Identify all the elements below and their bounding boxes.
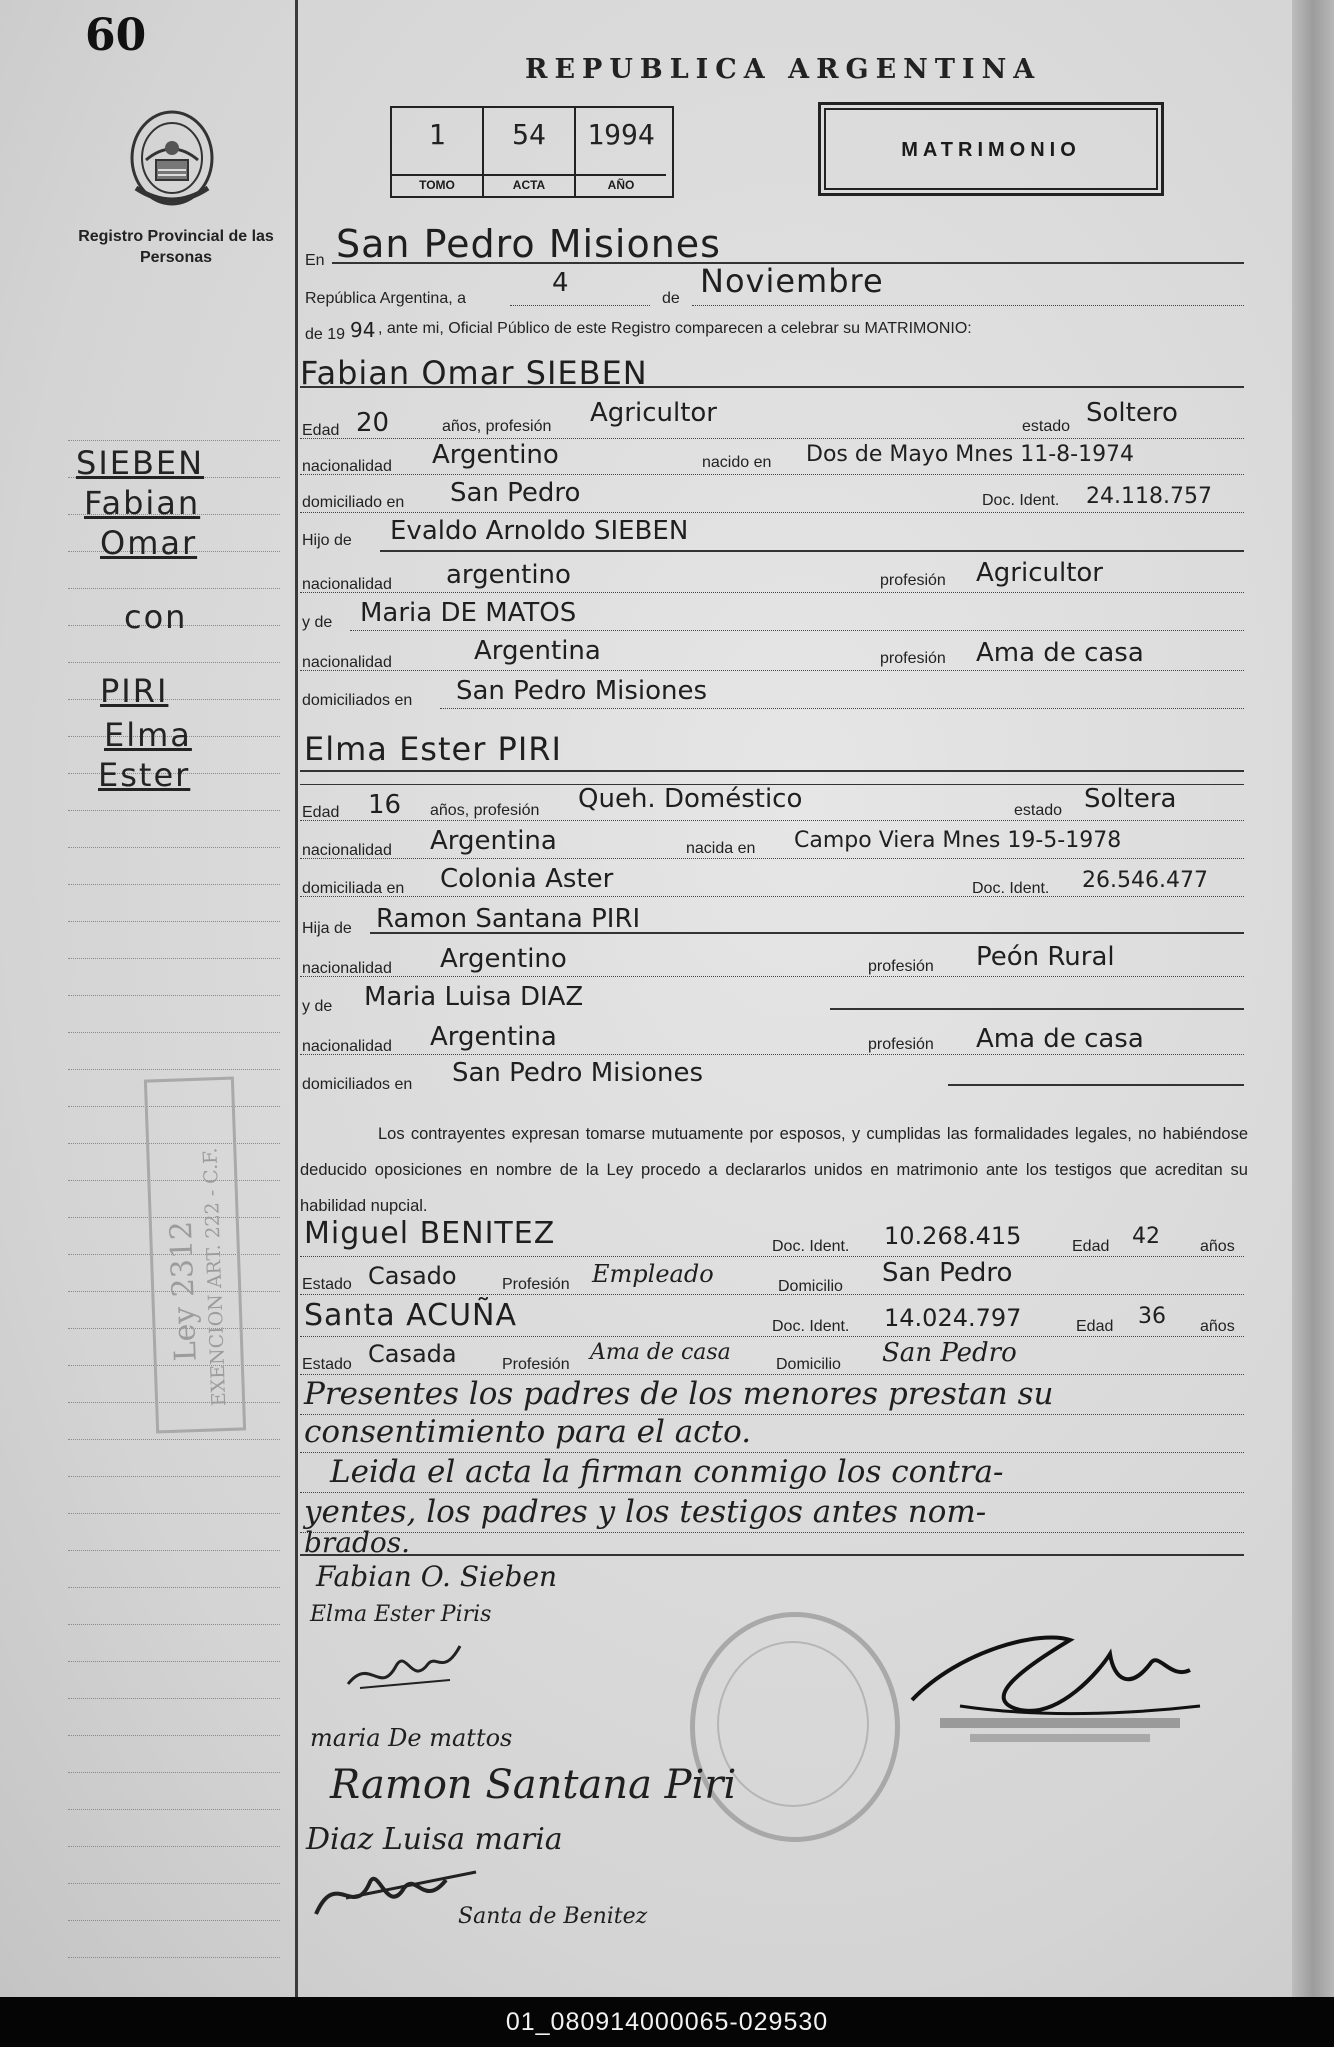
margin-note-name2: Omar: [100, 524, 198, 562]
witness2-estado-label: Estado: [302, 1356, 352, 1373]
bride-estado: Soltera: [1084, 784, 1177, 814]
signature-official-icon: [900, 1610, 1220, 1750]
line-bride-1: [300, 820, 1244, 821]
bride-dom-label: domiciliada en: [302, 880, 405, 897]
declaration-text: Los contrayentes expresan tomarse mutuamente por esposos, y cumplidas las formalidades legales, no habiéndose deducido oposiciones en nombre de la Ley procedo a declararlos unidos en matrimonio ante los testigos que acreditan su habilidad nupcial.: [300, 1125, 1248, 1215]
line-bride-7: [300, 1054, 1244, 1055]
place-value: San Pedro Misiones: [336, 222, 721, 266]
groom-nacido-label: nacido en: [702, 454, 772, 471]
margin-ruled-line: [68, 1846, 280, 1847]
margin-ruled-line: [68, 1069, 280, 1070]
anio-label: AÑO: [576, 174, 666, 192]
line-month: [692, 305, 1244, 306]
groom-padre: Evaldo Arnoldo SIEBEN: [390, 516, 689, 546]
bride-doc-label: Doc. Ident.: [972, 880, 1050, 897]
note-line-4: yentes, los padres y los testigos antes nom-: [304, 1494, 987, 1530]
signature-bride: Elma Ester Piris: [310, 1602, 492, 1627]
margin-ruled-line: [68, 1513, 280, 1514]
groom-edad: 20: [356, 408, 390, 438]
groom-madre-prof: Ama de casa: [976, 638, 1144, 668]
bride-estado-label: estado: [1014, 802, 1063, 819]
signature-bride-father: Ramon Santana Piri: [330, 1762, 737, 1808]
margin-ruled-line: [68, 588, 280, 589]
signature-groom-mother: maria De mattos: [310, 1724, 513, 1752]
margin-ruled-line: [68, 440, 280, 441]
bride-madre-label: y de: [302, 998, 333, 1015]
groom-profesion-label: años, profesión: [442, 418, 552, 435]
margin-ruled-line: [68, 810, 280, 811]
witness1-dom: San Pedro: [882, 1258, 1013, 1288]
groom-padre-nac-label: nacionalidad: [302, 576, 392, 593]
bride-nacida: Campo Viera Mnes 19-5-1978: [794, 828, 1122, 853]
witness2-doc-label: Doc. Ident.: [772, 1318, 850, 1335]
bride-profesion-label: años, profesión: [430, 802, 540, 819]
republica-label: República Argentina, a: [305, 290, 466, 307]
bride-padre-nac: Argentino: [440, 944, 567, 974]
margin-ruled-line: [68, 1772, 280, 1773]
line-day: [510, 305, 650, 306]
bride-madre-prof-label: profesión: [868, 1036, 934, 1053]
line-note-3: [300, 1492, 1244, 1493]
margin-ruled-line: [68, 1661, 280, 1662]
margin-note-name1: Fabian: [84, 484, 201, 522]
margin-ruled-line: [68, 1624, 280, 1625]
groom-padre-nac: argentino: [446, 560, 571, 590]
margin-ruled-line: [68, 1735, 280, 1736]
groom-nacionalidad: Argentino: [432, 440, 559, 470]
margin-ruled-line: [68, 1698, 280, 1699]
margin-note-surname: SIEBEN: [76, 444, 205, 482]
groom-dom-label: domiciliado en: [302, 494, 405, 511]
witness2-dom-label: Domicilio: [776, 1356, 841, 1373]
bride-padre-nac-label: nacionalidad: [302, 960, 392, 977]
witness1-doc-label: Doc. Ident.: [772, 1238, 850, 1255]
groom-nacido: Dos de Mayo Mnes 11-8-1974: [806, 442, 1135, 467]
bride-nacionalidad: Argentina: [430, 826, 557, 856]
margin-ruled-line: [68, 921, 280, 922]
bride-hija-label: Hija de: [302, 920, 352, 937]
groom-hijo-label: Hijo de: [302, 532, 352, 549]
line-groom-3: [300, 512, 1244, 513]
witness1-anios-label: años: [1200, 1238, 1235, 1255]
margin-ruled-line: [68, 1957, 280, 1958]
folio-number: 60: [85, 10, 147, 61]
signature-scribble-icon: [340, 1636, 470, 1696]
tomo-label: TOMO: [392, 174, 482, 192]
witness1-prof-label: Profesión: [502, 1276, 570, 1293]
acta-value: 54: [512, 118, 546, 151]
anio-value: 1994: [587, 118, 655, 151]
line-bride-6: [830, 1008, 1244, 1010]
line-bride-5: [300, 976, 1244, 977]
margin-ruled-line: [68, 884, 280, 885]
groom-padre-prof: Agricultor: [976, 558, 1103, 588]
de-label: de: [662, 290, 680, 307]
bride-padre-prof-label: profesión: [868, 958, 934, 975]
bride-madre-prof: Ama de casa: [976, 1024, 1144, 1054]
margin-ruled-line: [68, 995, 280, 996]
record-type: MATRIMONIO: [901, 139, 1081, 161]
groom-padre-prof-label: profesión: [880, 572, 946, 589]
line-w2-2: [300, 1374, 1244, 1375]
tomo-value: 1: [428, 118, 446, 151]
line-groom-7: [300, 670, 1244, 671]
line-groom-5: [300, 592, 1244, 593]
line-groom-1: [300, 438, 1244, 439]
bride-edad: 16: [368, 790, 402, 820]
margin-ruled-line: [68, 1883, 280, 1884]
witness1-edad: 42: [1132, 1224, 1160, 1249]
witness1-name: Miguel BENITEZ: [304, 1216, 556, 1251]
groom-edad-label: Edad: [302, 422, 340, 439]
margin-note-bride-name1: Elma: [104, 716, 192, 754]
line-w2-1: [300, 1336, 1244, 1337]
groom-madre-nac: Argentina: [474, 636, 601, 666]
year-prefix: de 19: [305, 326, 346, 343]
en-label: En: [305, 252, 325, 269]
bride-nacida-label: nacida en: [686, 840, 756, 857]
witness1-doc: 10.268.415: [884, 1222, 1022, 1250]
bride-padres-dom-label: domiciliados en: [302, 1076, 413, 1093]
line-groom-6: [350, 630, 1244, 631]
witness1-estado-label: Estado: [302, 1276, 352, 1293]
margin-ruled-line: [68, 1476, 280, 1477]
margin-ruled-line: [68, 662, 280, 663]
groom-padres-dom: San Pedro Misiones: [456, 676, 708, 706]
witness1-dom-label: Domicilio: [778, 1278, 843, 1295]
margin-ruled-line: [68, 1439, 280, 1440]
witness1-prof: Empleado: [592, 1260, 714, 1288]
record-type-box: [818, 102, 1164, 196]
note-line-1: Presentes los padres de los menores prestan su: [304, 1376, 1054, 1412]
groom-doc: 24.118.757: [1086, 484, 1212, 509]
country-title: REPUBLICA ARGENTINA: [525, 54, 1042, 85]
witness1-estado: Casado: [368, 1262, 457, 1290]
margin-ruled-line: [68, 847, 280, 848]
bride-domicilio: Colonia Aster: [440, 864, 614, 894]
year-suffix: 94: [350, 318, 376, 342]
line-w1-1: [300, 1256, 1244, 1257]
line-groom-name: [300, 386, 1244, 388]
bride-madre-nac: Argentina: [430, 1022, 557, 1052]
groom-madre-nac-label: nacionalidad: [302, 654, 392, 671]
margin-note-bride-name2: Ester: [98, 756, 191, 794]
signature-groom: Fabian O. Sieben: [316, 1560, 558, 1593]
margin-ruled-line: [68, 1032, 280, 1033]
margin-ruled-line: [68, 1550, 280, 1551]
groom-estado: Soltero: [1086, 398, 1178, 428]
line-note-5: [300, 1554, 1244, 1556]
bride-edad-label: Edad: [302, 804, 340, 821]
scan-identifier: 01_080914000065-029530: [0, 1997, 1334, 2047]
groom-estado-label: estado: [1022, 418, 1071, 435]
line-w1-2: [300, 1294, 1244, 1295]
margin-ruled-line: [68, 1920, 280, 1921]
groom-doc-label: Doc. Ident.: [982, 492, 1060, 509]
bride-nac-label: nacionalidad: [302, 842, 392, 859]
groom-madre: Maria DE MATOS: [360, 598, 577, 628]
bride-madre-nac-label: nacionalidad: [302, 1038, 392, 1055]
witness2-edad: 36: [1138, 1304, 1166, 1329]
stamp-exemption: EXENCION ART. 222 - C.F.: [199, 1147, 231, 1407]
note-line-3: Leida el acta la firman conmigo los contra-: [330, 1454, 1004, 1490]
bride-madre: Maria Luisa DIAZ: [364, 982, 584, 1012]
groom-padres-dom-label: domiciliados en: [302, 692, 413, 709]
witness2-edad-label: Edad: [1076, 1318, 1114, 1335]
margin-note-bride-surname: PIRI: [100, 672, 169, 710]
acta-label: ACTA: [484, 174, 574, 192]
signature-witness2: Santa de Benitez: [458, 1904, 648, 1929]
signature-bride-mother: Diaz Luisa maria: [306, 1822, 563, 1857]
record-number-box: [390, 106, 674, 198]
groom-domicilio: San Pedro: [450, 478, 581, 508]
day-value: 4: [552, 268, 569, 298]
witness1-edad-label: Edad: [1072, 1238, 1110, 1255]
line-bride-4: [370, 932, 1244, 934]
bride-padre-prof: Peón Rural: [976, 942, 1115, 972]
margin-ruled-line: [68, 958, 280, 959]
witness2-estado: Casada: [368, 1340, 457, 1368]
witness2-dom: San Pedro: [882, 1338, 1017, 1368]
line-groom-8: [440, 708, 1244, 709]
bride-doc: 26.546.477: [1082, 868, 1208, 893]
margin-ruled-line: [68, 1587, 280, 1588]
intro-text: , ante mi, Oficial Público de este Registro comparecen a celebrar su MATRIMONIO:: [378, 320, 972, 337]
groom-name: Fabian Omar SIEBEN: [300, 354, 648, 392]
witness2-prof-label: Profesión: [502, 1356, 570, 1373]
exemption-stamp: [144, 1077, 246, 1434]
line-bride-3: [300, 896, 1244, 897]
registry-label: Registro Provincial de las Personas: [78, 228, 274, 266]
witness2-anios-label: años: [1200, 1318, 1235, 1335]
witness2-name: Santa ACUÑA: [304, 1298, 517, 1333]
note-line-2: consentimiento para el acto.: [304, 1414, 752, 1450]
bride-padres-dom: San Pedro Misiones: [452, 1058, 704, 1088]
line-note-2: [300, 1452, 1244, 1453]
margin-divider: [295, 0, 298, 1997]
bride-profesion: Queh. Doméstico: [578, 784, 803, 814]
groom-nac-label: nacionalidad: [302, 458, 392, 475]
page-edge: [1292, 0, 1334, 1997]
bride-padre: Ramon Santana PIRI: [376, 904, 641, 934]
line-groom-4: [380, 550, 1244, 552]
witness2-prof: Ama de casa: [590, 1340, 731, 1365]
margin-ruled-line: [68, 1809, 280, 1810]
bride-name: Elma Ester PIRI: [304, 730, 562, 768]
margin-note-con: con: [124, 598, 188, 636]
line-bride-8: [948, 1084, 1244, 1086]
note-line-5: brados.: [304, 1526, 411, 1559]
groom-profesion: Agricultor: [590, 398, 717, 428]
line-note-4: [300, 1532, 1244, 1533]
groom-madre-prof-label: profesión: [880, 650, 946, 667]
line-bride-2: [300, 858, 1244, 859]
month-value: Noviembre: [700, 262, 884, 300]
line-groom-2: [300, 474, 1244, 475]
provincial-crest-icon: [128, 108, 216, 208]
line-bride-name: [300, 770, 1244, 772]
witness2-doc: 14.024.797: [884, 1304, 1022, 1332]
groom-madre-label: y de: [302, 614, 333, 631]
stamp-law: Ley 2312: [163, 1220, 204, 1362]
